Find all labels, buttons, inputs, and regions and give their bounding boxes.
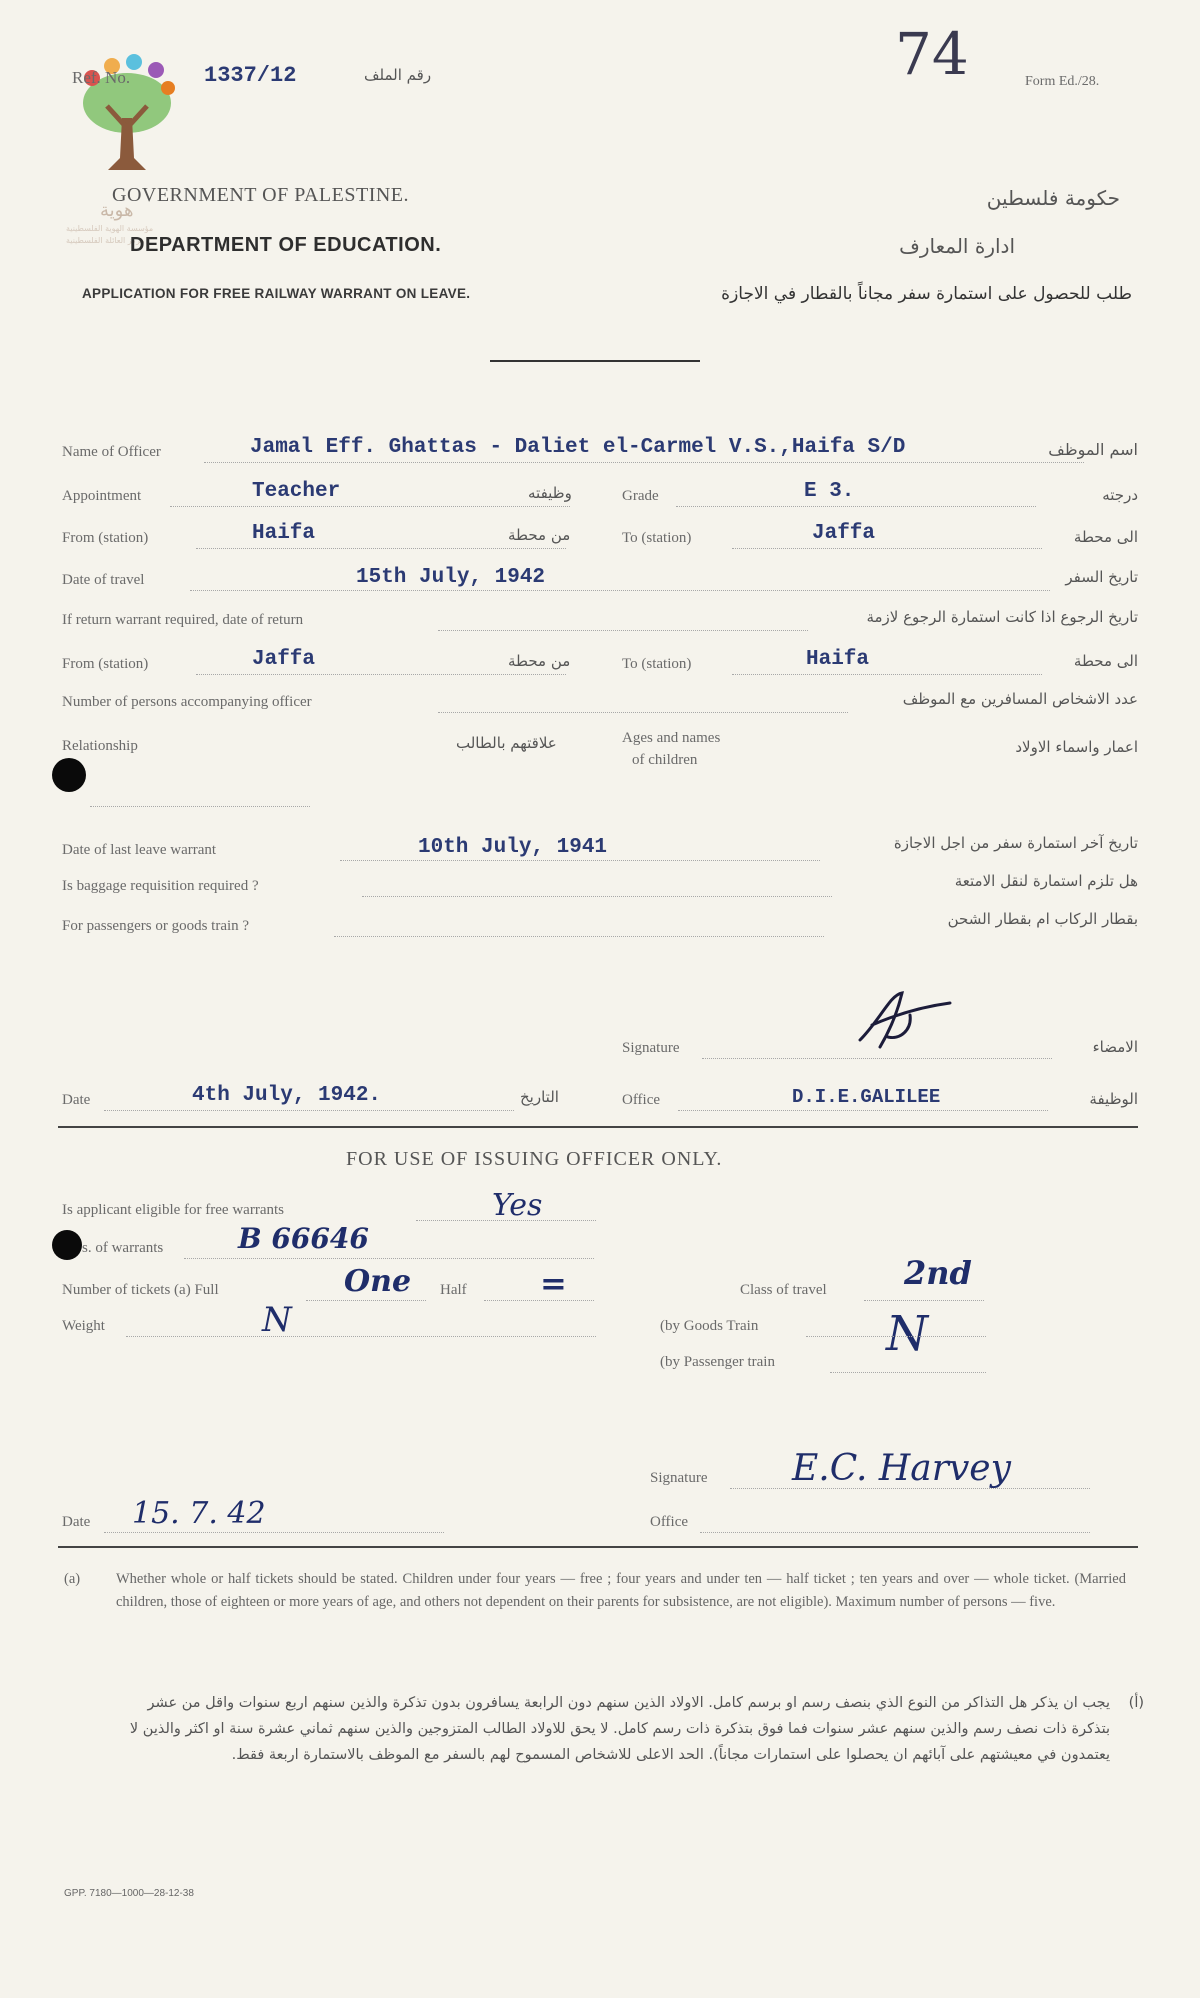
baggage-line <box>362 896 832 897</box>
office-label: Office <box>622 1092 661 1108</box>
passenger-line <box>830 1372 986 1373</box>
tickets-full-value: One <box>344 1264 412 1299</box>
section-divider <box>58 1126 1138 1128</box>
class-label: Class of travel <box>740 1282 827 1298</box>
app-title-ar: طلب للحصول على استمارة سفر مجاناً بالقطار في الاجازة <box>721 284 1132 304</box>
appointment-line <box>170 506 570 507</box>
relationship-line <box>90 806 310 807</box>
to-label-ar: الى محطة <box>1073 528 1138 546</box>
to2-label-ar: الى محطة <box>1073 652 1138 670</box>
eligible-label: Is applicant eligible for free warrants <box>62 1202 284 1218</box>
from-label: From (station) <box>62 530 149 546</box>
tickets-line <box>306 1300 426 1301</box>
issuer-signature-label: Signature <box>650 1470 708 1486</box>
relationship-label: Relationship <box>62 738 138 754</box>
name-label-ar: اسم الموظف <box>1048 440 1138 459</box>
appointment-label-ar: وظيفته <box>528 484 572 502</box>
from-line <box>196 548 566 549</box>
from-value: Haifa <box>252 522 316 545</box>
persons-label-ar: عدد الاشخاص المسافرين مع الموظف <box>902 690 1138 708</box>
office-line <box>678 1110 1048 1111</box>
persons-label: Number of persons accompanying officer <box>62 694 312 710</box>
ref-label: Ref. No. <box>72 68 131 87</box>
class-value: 2nd <box>904 1254 972 1292</box>
date-travel-label: Date of travel <box>62 572 145 588</box>
baggage-label-ar: هل تلزم استمارة لنقل الامتعة <box>954 872 1138 890</box>
date-value: 4th July, 1942. <box>192 1084 382 1107</box>
punch-hole <box>52 758 86 792</box>
gov-title: GOVERNMENT OF PALESTINE. <box>112 184 410 206</box>
logo-caption: هوية <box>100 200 134 221</box>
date-label: Date <box>62 1092 91 1108</box>
dept-title-ar: ادارة المعارف <box>899 234 1015 258</box>
goods-line <box>806 1336 986 1337</box>
train-line <box>334 936 824 937</box>
last-leave-value: 10th July, 1941 <box>418 836 608 859</box>
tickets-label: Number of tickets (a) Full <box>62 1282 219 1298</box>
grade-line <box>676 506 1036 507</box>
gov-title-ar: حكومة فلسطين <box>986 186 1120 210</box>
to-line <box>732 548 1042 549</box>
footnote-divider <box>58 1546 1138 1548</box>
from2-label: From (station) <box>62 656 149 672</box>
appointment-value: Teacher <box>252 480 341 503</box>
from2-label-ar: من محطة <box>508 652 571 670</box>
dept-title: DEPARTMENT OF EDUCATION. <box>130 234 442 256</box>
footnote-text-ar: يجب ان يذكر هل التذاكر من النوع الذي بنصف رسم او برسم كامل. الاولاد الذين سنهم دون الرابعة يسافرون بدون تذكرة والذين سنهم اربع سنوات واقل من عشر بتذكرة ذات نصف رسم والذين سنهم عشر سنوات فما فوق بتذكرة ذات رسم كامل. لا يحق للاولاد الطالب المتزوجين والذين سنهم ثماني عشرة سنة او اكثر والذين لا يعتمدون في معيشتهم على آبائهم ان يحصلوا على استمارات مجاناً). الحد الاعلى للاشخاص المسموح لهم بالسفر مع الموظف بالاستمارة اربعة فقط. <box>129 1695 1110 1763</box>
logo-caption-2: مؤسسة الهوية الفلسطينية <box>66 224 154 233</box>
to2-label: To (station) <box>622 656 692 672</box>
weight-label: Weight <box>62 1318 105 1334</box>
to-value: Jaffa <box>812 522 876 545</box>
print-code: GPP. 7180—1000—28-12-38 <box>64 1888 194 1899</box>
grade-label: Grade <box>622 488 659 504</box>
footnote-marker-ar: (أ) <box>1128 1695 1144 1711</box>
train-label: For passengers or goods train ? <box>62 918 250 934</box>
last-leave-label-ar: تاريخ آخر استمارة سفر من اجل الاجازة <box>893 834 1138 852</box>
half-line <box>484 1300 594 1301</box>
half-value: = <box>540 1264 567 1302</box>
weight-value: N <box>262 1300 292 1340</box>
relationship-label-ar: علاقتهم بالطالب <box>456 734 557 752</box>
weight-line <box>126 1336 596 1337</box>
date-travel-line <box>190 590 1050 591</box>
return-line <box>438 630 808 631</box>
passenger-label: (by Passenger train <box>660 1354 775 1370</box>
office-label-ar: الوظيفة <box>1089 1090 1138 1108</box>
to2-line <box>732 674 1042 675</box>
issuer-office-label: Office <box>650 1514 689 1530</box>
issuer-date-line <box>104 1532 444 1533</box>
grade-value: E 3. <box>804 480 855 503</box>
half-label: Half <box>440 1282 467 1298</box>
warrants-value: B 66646 <box>238 1222 369 1255</box>
applicant-signature <box>850 985 960 1055</box>
signature-line <box>702 1058 1052 1059</box>
return-label: If return warrant required, date of return <box>62 612 304 628</box>
eligible-line <box>416 1220 596 1221</box>
persons-line <box>438 712 848 713</box>
ages-label-line1: Ages and names <box>622 730 721 746</box>
logo-caption-3: مركز العائلة الفلسطينية <box>66 236 145 245</box>
class-line <box>864 1300 984 1301</box>
ages-label-ar: اعمار واسماء الاولاد <box>1015 738 1138 756</box>
signature-label: Signature <box>622 1040 680 1056</box>
date-travel-value: 15th July, 1942 <box>356 566 546 589</box>
date-line <box>104 1110 514 1111</box>
issuer-signature-value: E.C. Harvey <box>792 1448 1011 1489</box>
train-value: N <box>886 1306 928 1362</box>
from-label-ar: من محطة <box>508 526 571 544</box>
issuer-date-value: 15. 7. 42 <box>132 1496 266 1531</box>
issuer-office-line <box>700 1532 1090 1533</box>
last-leave-label: Date of last leave warrant <box>62 842 217 858</box>
issuer-signature-line <box>730 1488 1090 1489</box>
name-value: Jamal Eff. Ghattas - Daliet el-Carmel V.S.,Haifa S/D <box>250 436 906 459</box>
warrants-label: s. of warrants <box>82 1240 164 1256</box>
last-leave-line <box>340 860 820 861</box>
return-label-ar: تاريخ الرجوع اذا كانت استمارة الرجوع لازمة <box>866 608 1138 626</box>
from2-line <box>196 674 566 675</box>
grade-label-ar: درجته <box>1102 486 1138 504</box>
issuing-heading: FOR USE OF ISSUING OFFICER ONLY. <box>346 1148 723 1170</box>
warrants-line <box>184 1258 594 1259</box>
date-label-ar: التاريخ <box>520 1088 559 1106</box>
eligible-value: Yes <box>492 1188 543 1223</box>
name-label: Name of Officer <box>62 444 161 460</box>
baggage-label: Is baggage requisition required ? <box>62 878 259 894</box>
punch-hole-2 <box>52 1230 82 1260</box>
header-divider <box>490 360 700 362</box>
name-line <box>204 462 1084 463</box>
goods-label: (by Goods Train <box>660 1318 759 1334</box>
page-number: 74 <box>895 20 969 88</box>
form-code: Form Ed./28. <box>1025 74 1100 89</box>
ages-label-line2: of children <box>632 752 698 768</box>
footnote-marker: (a) <box>64 1571 81 1587</box>
to2-value: Haifa <box>806 648 870 671</box>
from2-value: Jaffa <box>252 648 316 671</box>
office-value: D.I.E.GALILEE <box>792 1086 941 1108</box>
signature-label-ar: الامضاء <box>1092 1038 1138 1056</box>
to-label: To (station) <box>622 530 692 546</box>
ref-number: 1337/12 <box>204 63 297 88</box>
appointment-label: Appointment <box>62 488 142 504</box>
footnote-text: Whether whole or half tickets should be stated. Children under four years — free ; four years and under ten — half ticket ; ten years and over — whole ticket. (Married children, those of eighteen or more years of age, and others not dependent on their parents for subsistence, are not eligible). Maximum number of persons — five. <box>116 1571 1126 1610</box>
date-travel-label-ar: تاريخ السفر <box>1065 568 1138 586</box>
issuer-date-label: Date <box>62 1514 91 1530</box>
ref-label-ar: رقم الملف <box>364 66 432 84</box>
app-title: APPLICATION FOR FREE RAILWAY WARRANT ON LEAVE. <box>82 286 471 301</box>
train-label-ar: بقطار الركاب ام بقطار الشحن <box>947 910 1138 928</box>
